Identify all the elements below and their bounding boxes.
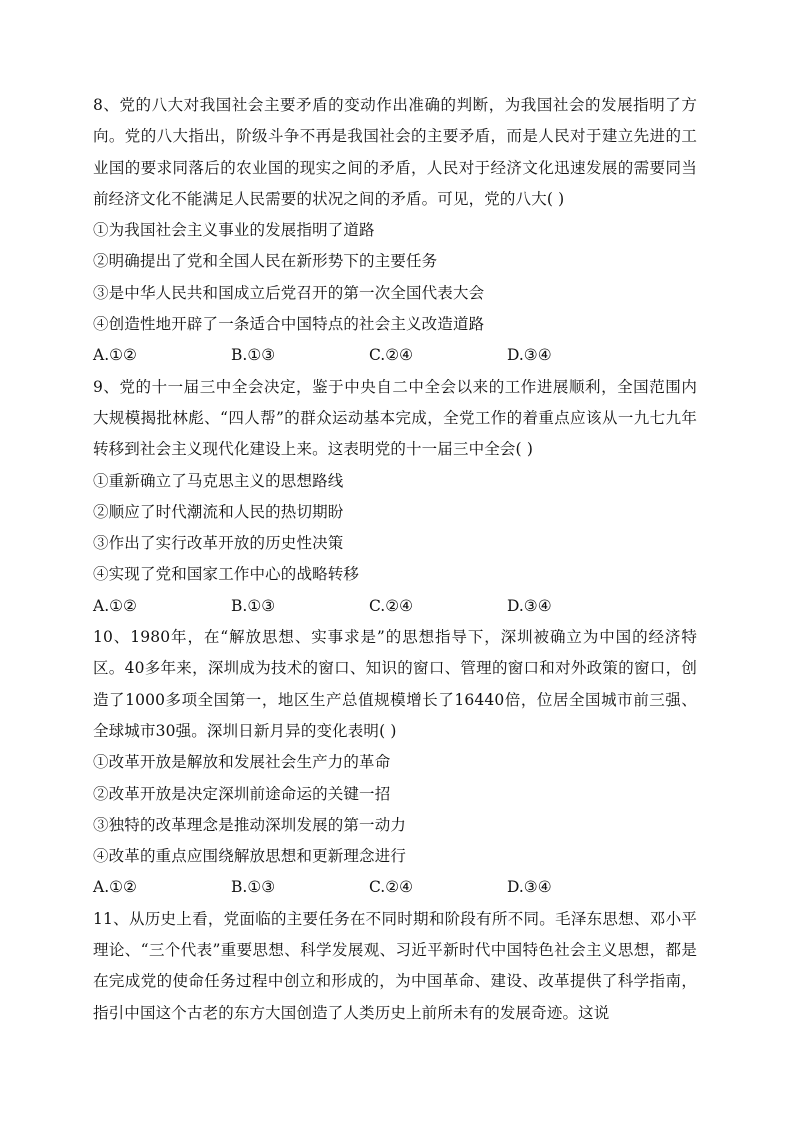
question-stem: 11、从历史上看，党面临的主要任务在不同时期和阶段有所不同。毛泽东思想、邓小平理论、“三个代表”重要思想、科学发展观、习近平新时代中国特色社会主义思想，都是在完成党的使命任务过程中创立和形成的，为中国革命、建设、改革提供了科学指南，指引中国这个古老的东方大国创造了人类历史上前所未有的发展奇迹。这说 (93, 909, 697, 1022)
statement-option: ③是中华人民共和国成立后党召开的第一次全国代表大会 (93, 283, 485, 302)
choice-d: D.③④ (507, 596, 552, 615)
question-9 (93, 372, 697, 622)
statement-option: ③独特的改革理念是推动深圳发展的第一动力 (93, 815, 407, 834)
statement-option: ①重新确立了马克思主义的思想路线 (93, 471, 344, 490)
statement-option: ④创造性地开辟了一条适合中国特点的社会主义改造道路 (93, 315, 485, 334)
choice-c: C.②④ (369, 596, 414, 615)
exam-page (93, 90, 697, 1029)
statement-option: ①改革开放是解放和发展社会生产力的革命 (93, 753, 391, 772)
question-stem: 8、党的八大对我国社会主要矛盾的变动作出准确的判断，为我国社会的发展指明了方向。党的八大指出，阶级斗争不再是我国社会的主要矛盾，而是人民对于建立先进的工业国的要求同落后的农业国的现实之间的矛盾，人民对于经济文化迅速发展的需要同当前经济文化不能满足人民需要的状况之间的矛盾。可见，党的八大( ) (93, 96, 697, 208)
statement-option: ③作出了实行改革开放的历史性决策 (93, 534, 344, 553)
choice-b: B.①③ (231, 878, 276, 897)
choice-d: D.③④ (507, 878, 552, 897)
answer-choices (93, 872, 697, 903)
question-10 (93, 622, 697, 904)
statement-option: ①为我国社会主义事业的发展指明了道路 (93, 221, 375, 240)
question-stem: 10、1980年，在“解放思想、实事求是”的思想指导下，深圳被确立为中国的经济特区。40多年来，深圳成为技术的窗口、知识的窗口、管理的窗口和对外政策的窗口，创造了1000多项全国第一，地区生产总值规模增长了16440倍，位居全国城市前三强、全球城市30强。深圳日新月异的变化表明( ) (93, 628, 697, 740)
statement-option: ④改革的重点应围绕解放思想和更新理念进行 (93, 847, 407, 866)
choice-b: B.①③ (231, 596, 276, 615)
choice-d: D.③④ (507, 346, 552, 365)
statement-option: ④实现了党和国家工作中心的战略转移 (93, 565, 360, 584)
statement-option: ②顺应了时代潮流和人民的热切期盼 (93, 502, 344, 521)
question-stem: 9、党的十一届三中全会决定，鉴于中央自二中全会以来的工作进展顺利，全国范围内大规模揭批林彪、“四人帮”的群众运动基本完成，全党工作的着重点应该从一九七九年转移到社会主义现代化建设上来。这表明党的十一届三中全会( ) (93, 377, 697, 459)
question-11 (93, 904, 697, 1029)
answer-choices (93, 591, 697, 622)
choice-a: A.①② (93, 346, 137, 365)
choice-a: A.①② (93, 596, 137, 615)
choice-b: B.①③ (231, 346, 276, 365)
statement-option: ②改革开放是决定深圳前途命运的关键一招 (93, 784, 391, 803)
statement-option: ②明确提出了党和全国人民在新形势下的主要任务 (93, 252, 438, 271)
choice-c: C.②④ (369, 346, 414, 365)
question-8 (93, 90, 697, 372)
choice-a: A.①② (93, 878, 137, 897)
choice-c: C.②④ (369, 878, 414, 897)
answer-choices (93, 340, 697, 371)
